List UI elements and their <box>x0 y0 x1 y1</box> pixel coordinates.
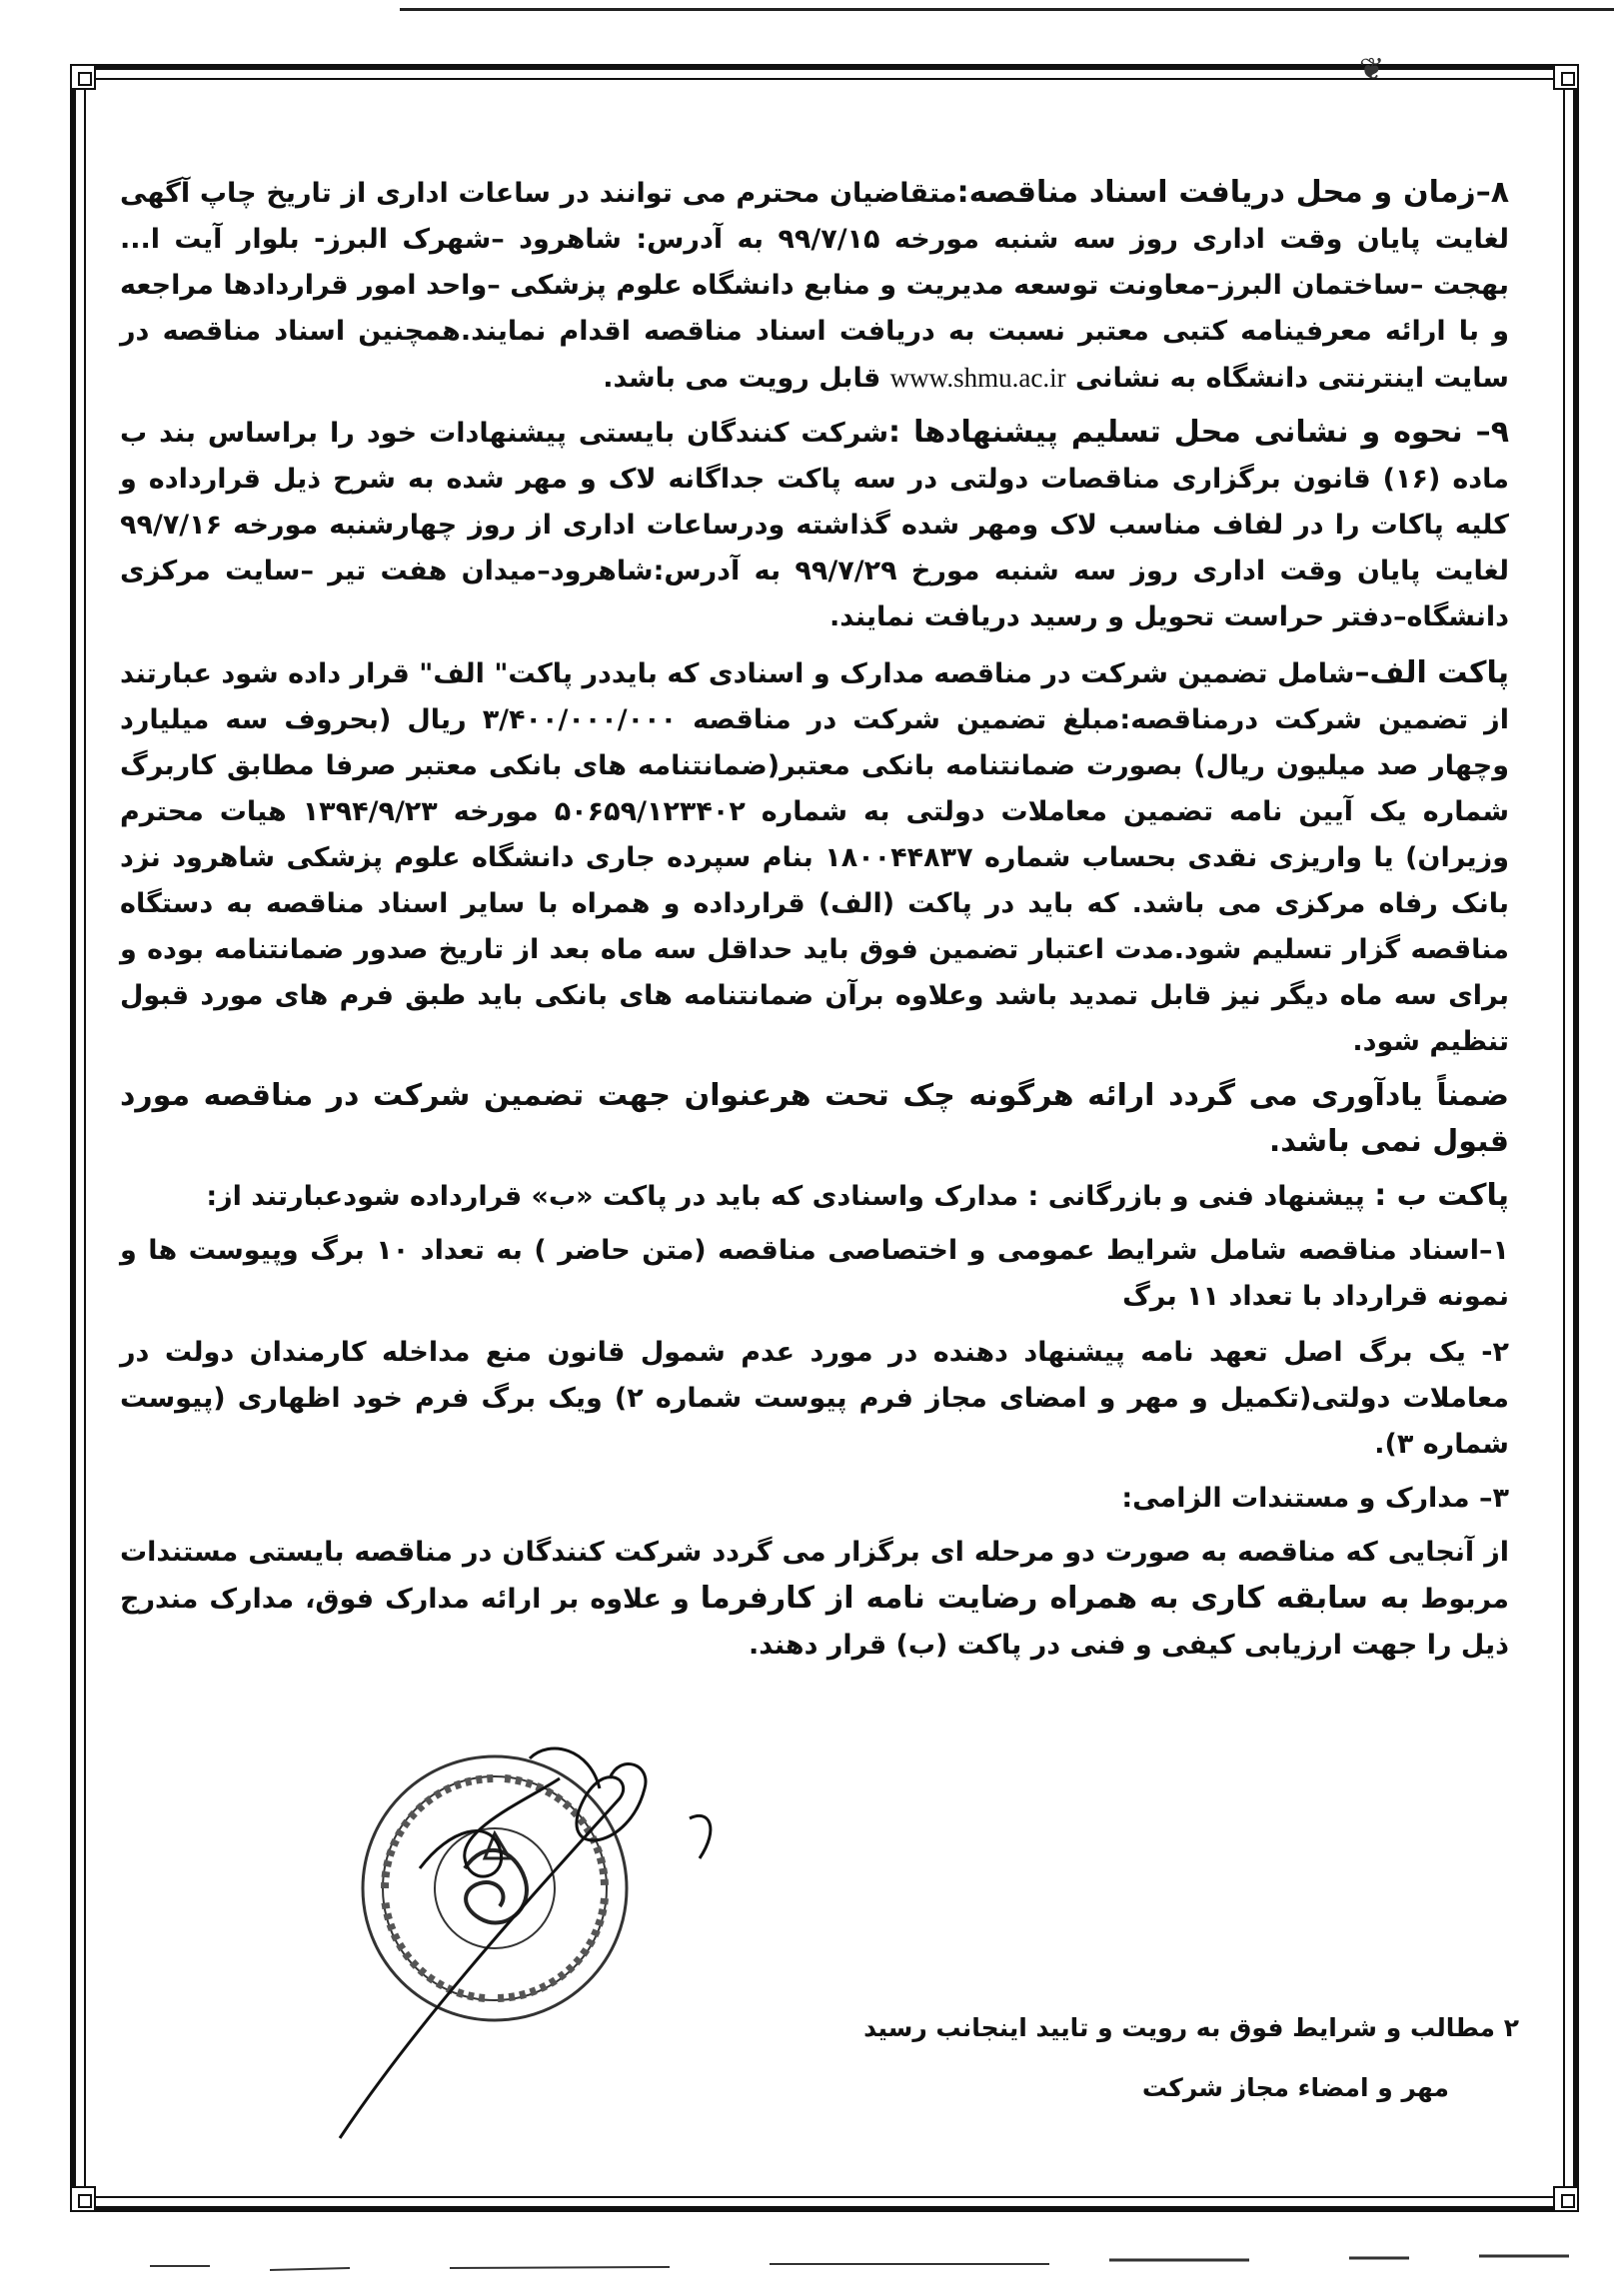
section-8-text-end: قابل رویت می باشد. <box>603 363 881 394</box>
section-8-text: متقاضیان محترم می توانند در ساعات اداری از تاریخ چاپ آگهی لغایت پایان وقت اداری روز سه شنبه مورخه ۹۹/۷/۱۵ به آدرس: شاهرود –شهرک البرز- بلوار آیت ا... بهجت –ساختمان البرز–معاونت توسعه مدیریت و منابع دانشگاه علوم پزشکی –واحد امور قراردادها مراجعه و با ارائه معرفینامه کتبی معتبر نسبت به دریافت اسناد مناقصه اقدام نمایند.همچنین اسناد مناقصه در سایت اینترنتی دانشگاه به نشانی <box>120 178 1509 394</box>
required-documents-emphasis: به سابقه کاری به همراه رضایت نامه از کارفرما <box>700 1581 1410 1616</box>
university-website-url: www.shmu.ac.ir <box>889 363 1066 393</box>
required-documents-text-a: از آنجایی که مناقصه به صورت دو مرحله ای برگزار می گردد شرکت کنندگان در مناقصه بایستی مستندات مربوط <box>120 1537 1509 1615</box>
document-body <box>120 170 1509 1677</box>
acknowledgement-block <box>300 1998 1519 2118</box>
packet-b <box>120 1173 1509 1220</box>
check-not-accepted-note: ضمناً یادآوری می گردد ارائه هرگونه چک تحت هرعنوان جهت تضمین شرکت در مناقصه مورد قبول نمی باشد. <box>120 1078 1509 1159</box>
packet-a-heading: پاکت الف– <box>1354 655 1509 690</box>
acknowledgement-statement: ۲ مطالب و شرایط فوق به رویت و تایید اینجانب رسید <box>863 2013 1519 2042</box>
required-documents-text-b: و علاوه بر ارائه مدارک فوق، مدارک مندرج ذیل را جهت ارزیابی کیفی و فنی در پاکت (ب) قرار دهند. <box>120 1584 1509 1661</box>
scan-edge-marks <box>150 2248 1589 2278</box>
border-corner-ornament <box>70 2186 96 2212</box>
border-corner-ornament <box>1553 64 1579 90</box>
list-item: ۱–اسناد مناقصه شامل شرایط عمومی و اختصاصی مناقصه (متن حاضر ) به تعداد ۱۰ برگ وپیوست ها و نمونه قرارداد با تعداد ۱۱ برگ <box>120 1235 1509 1312</box>
packet-b-text: پیشنهاد فنی و بازرگانی : مدارک واسنادی که باید در پاکت «ب» قرارداده شودعبارتند از: <box>206 1181 1365 1212</box>
border-corner-ornament <box>70 64 96 90</box>
required-documents-heading: ۳– مدارک و مستندات الزامی: <box>1121 1483 1509 1514</box>
section-9 <box>120 410 1509 640</box>
company-stamp-signature-label: مهر و امضاء مجاز شرکت <box>1141 2073 1449 2102</box>
section-9-heading: ۹– نحوه و نشانی محل تسلیم پیشنهادها : <box>888 415 1509 450</box>
top-flourish-ornament: ❦ <box>1359 52 1385 87</box>
top-rule <box>400 8 1614 11</box>
section-8-heading: ۸–زمان و محل دریافت اسناد مناقصه: <box>956 175 1510 210</box>
packet-a <box>120 650 1509 1065</box>
section-8 <box>120 170 1509 402</box>
packet-b-heading: پاکت ب : <box>1374 1178 1509 1213</box>
section-9-text: شرکت کنندگان بایستی پیشنهادات خود را براساس بند ب ماده (۱۶) قانون برگزاری مناقصات دولتی در سه پاکت جداگانه لاک و مهر شده به شرح ذیل قرارداده و کلیه پاکات را در لفاف مناسب لاک ومهر شده گذاشته ودرساعات اداری از روز چهارشنبه مورخه ۹۹/۷/۱۶ لغایت پایان وقت اداری روز سه شنبه مورخ ۹۹/۷/۲۹ به آدرس:شاهرود–میدان هفت تیر –سایت مرکزی دانشگاه–دفتر حراست تحویل و رسید دریافت نمایند. <box>120 418 1510 632</box>
packet-a-text: شامل تضمین شرکت در مناقصه مدارک و اسنادی که بایددر پاکت" الف" قرار داده شود عبارتند از تضمین شرکت درمناقصه:مبلغ تضمین شرکت در مناقصه ۳/۴۰۰/۰۰۰/۰۰۰ ریال (بحروف سه میلیارد وچهار صد میلیون ریال) بصورت ضمانتنامه بانکی معتبر(ضمانتنامه های بانکی معتبر صرفا مطابق کاربرگ شماره یک آیین نامه تضمین معاملات دولتی به شماره ۵۰۶۵۹/۱۲۳۴۰۲ مورخه ۱۳۹۴/۹/۲۳ هیات محترم وزیران) یا واریزی نقدی بحساب شماره ۱۸۰۰۴۴۸۳۷ بنام سپرده جاری دانشگاه علوم پزشکی شاهرود نزد بانک رفاه مرکزی می باشد. که باید در پاکت (الف) قرارداده و همراه با سایر اسناد مناقصه به دستگاه مناقصه گزار تسلیم شود.مدت اعتبار تضمین فوق باید حداقل سه ماه بعد از تاریخ صدور ضمانتنامه بوده و برای سه ماه دیگر نیز قابل تمدید باشد وعلاوه برآن ضمانتنامه های بانکی باید طبق فرم های مورد قبول تنظیم شود. <box>120 658 1509 1057</box>
required-documents-text <box>120 1530 1509 1669</box>
border-corner-ornament <box>1553 2186 1579 2212</box>
list-item: ۲- یک برگ اصل تعهد نامه پیشنهاد دهنده در مورد عدم شمول قانون منع مداخله کارمندان دولت در معاملات دولتی(تکمیل و مهر و امضای مجاز فرم پیوست شماره ۲) ویک برگ فرم خود اظهاری (پیوست شماره ۳). <box>120 1337 1509 1460</box>
